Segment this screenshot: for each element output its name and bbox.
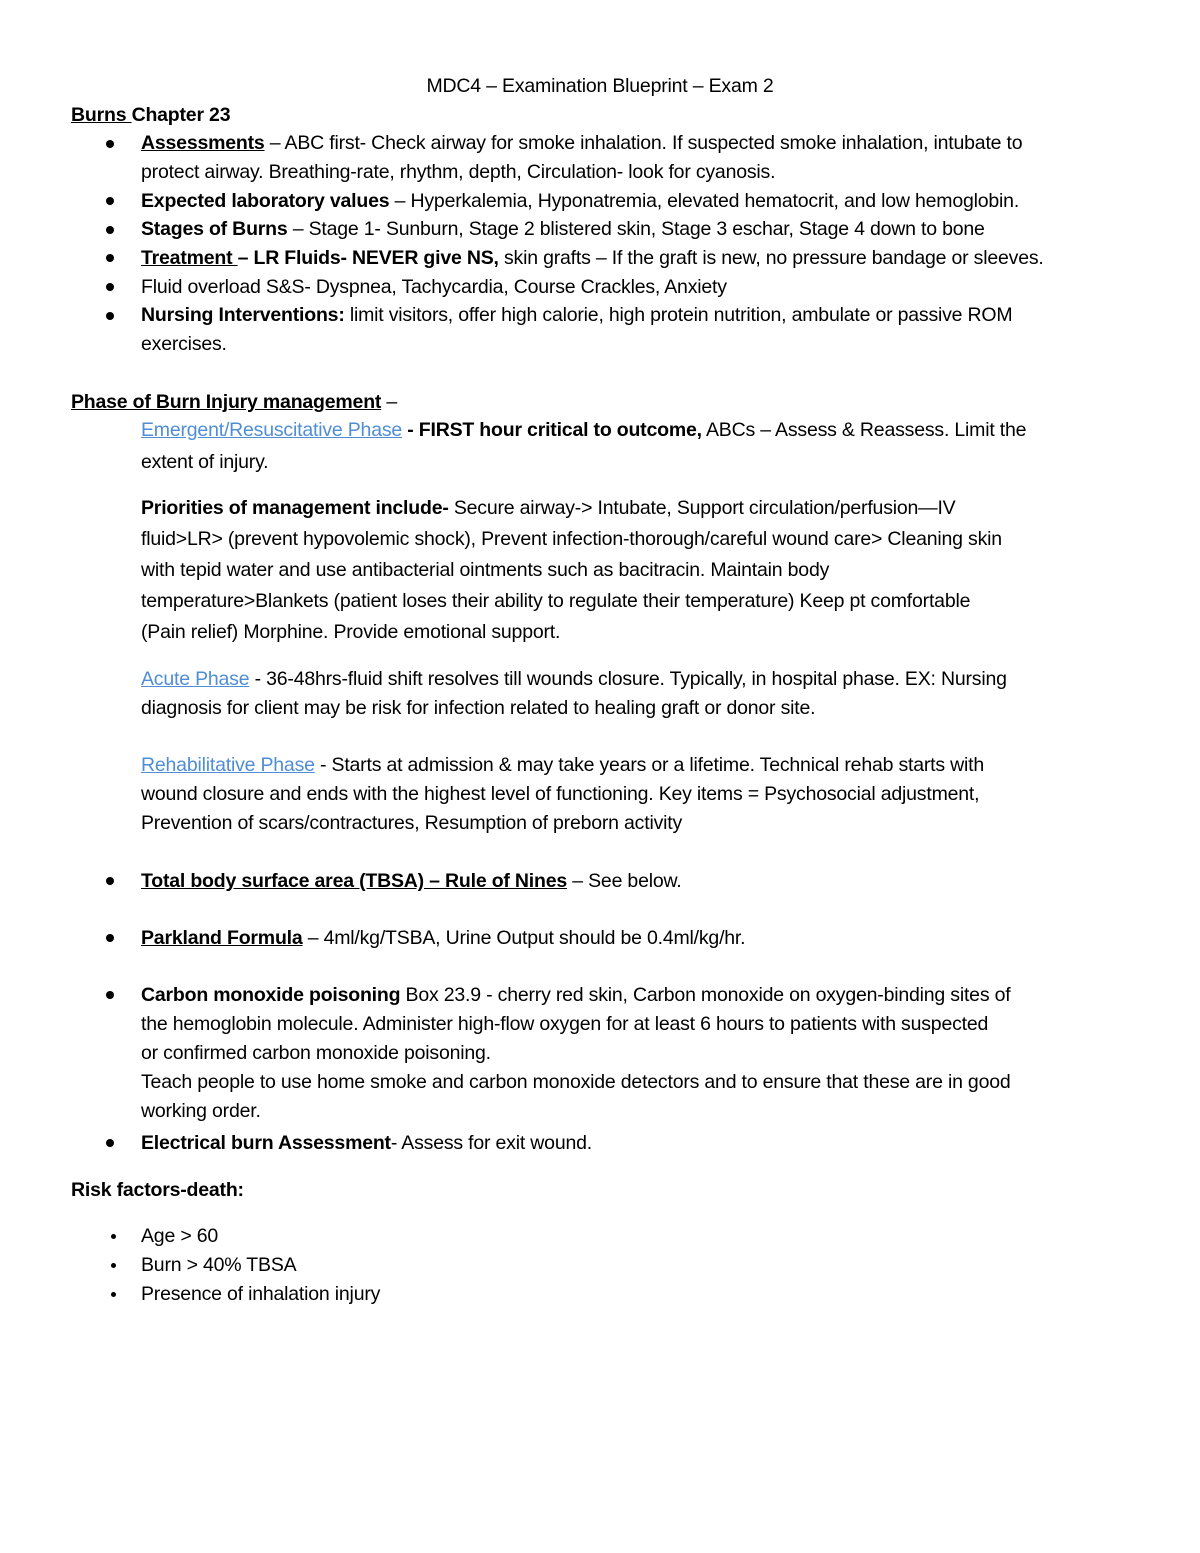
- tbsa-item: [141, 867, 682, 895]
- bullet-icon: [106, 877, 114, 885]
- treatment-item: [141, 244, 1044, 272]
- priorities-text-cont: fluid>LR> (prevent hypovolemic shock), Prevent infection-thorough/careful wound care> Cleaning skin: [141, 528, 1002, 550]
- risk-factors-label: Risk factors-death:: [71, 1179, 244, 1201]
- bullet-icon: [106, 254, 114, 262]
- burns-heading: [71, 101, 230, 129]
- nursing-interventions-text: limit visitors, offer high calorie, high protein nutrition, ambulate or passive ROM: [344, 304, 1013, 326]
- co-poisoning-text-cont: or confirmed carbon monoxide poisoning.: [141, 1042, 491, 1064]
- co-poisoning-label: Carbon monoxide poisoning: [141, 984, 401, 1006]
- emergent-bold-text: - FIRST hour critical to outcome,: [402, 419, 702, 441]
- bullet-icon: [106, 991, 114, 999]
- rehab-phase-item: [141, 751, 984, 779]
- stages-item: [141, 215, 985, 243]
- parkland-text: – 4ml/kg/TSBA, Urine Output should be 0.4ml/kg/hr.: [302, 927, 746, 949]
- priorities-text-cont: with tepid water and use antibacterial ointments such as bacitracin. Maintain body: [141, 559, 830, 581]
- tbsa-label: Total body surface area (TBSA) – Rule of Nines: [141, 870, 568, 892]
- bullet-icon: [106, 1139, 114, 1147]
- stages-text: – Stage 1- Sunburn, Stage 2 blistered skin, Stage 3 eschar, Stage 4 down to bone: [287, 218, 985, 240]
- priorities-label: Priorities of management include-: [141, 497, 449, 519]
- treatment-text: skin grafts – If the graft is new, no pressure bandage or sleeves.: [498, 247, 1044, 269]
- rehab-text-cont: Prevention of scars/contractures, Resumption of preborn activity: [141, 812, 683, 834]
- risk-item: Presence of inhalation injury: [141, 1283, 381, 1305]
- electrical-burn-text: - Assess for exit wound.: [390, 1132, 592, 1154]
- lab-values-item: [141, 187, 1019, 215]
- treatment-bold-text: – LR Fluids- NEVER give NS,: [237, 247, 499, 269]
- emergent-text-cont: extent of injury.: [141, 451, 269, 473]
- parkland-label: Parkland Formula: [141, 927, 303, 949]
- rehab-text: - Starts at admission & may take years or a lifetime. Technical rehab starts with: [314, 754, 985, 776]
- burns-heading-chapter: Chapter 23: [131, 104, 231, 126]
- lab-values-text: – Hyperkalemia, Hyponatremia, elevated hematocrit, and low hemoglobin.: [389, 190, 1020, 212]
- priorities-item: [141, 494, 956, 522]
- treatment-label: Treatment: [141, 247, 238, 269]
- phase-heading-dash: –: [381, 391, 398, 413]
- bullet-icon: [106, 226, 114, 234]
- bullet-icon: [106, 312, 114, 320]
- emergent-phase-item: [141, 416, 1026, 444]
- phase-heading-label: Phase of Burn Injury management: [71, 391, 382, 413]
- phase-heading: [71, 388, 397, 416]
- assessments-label: Assessments: [141, 132, 265, 154]
- electrical-burn-label: Electrical burn Assessment: [141, 1132, 391, 1154]
- fluid-overload-item: Fluid overload S&S- Dyspnea, Tachycardia, Course Crackles, Anxiety: [141, 276, 727, 298]
- assessments-text: – ABC first- Check airway for smoke inhalation. If suspected smoke inhalation, intubate to: [264, 132, 1023, 154]
- bullet-icon: [106, 197, 114, 205]
- tbsa-text: – See below.: [567, 870, 682, 892]
- bullet-icon: [106, 140, 114, 148]
- assessments-text-cont: protect airway. Breathing-rate, rhythm, depth, Circulation- look for cyanosis.: [141, 161, 776, 183]
- risk-item: Burn > 40% TBSA: [141, 1254, 297, 1276]
- priorities-text-cont: temperature>Blankets (patient loses their ability to regulate their temperature) Keep pt comfortable: [141, 590, 971, 612]
- co-poisoning-text-cont: the hemoglobin molecule. Administer high-flow oxygen for at least 6 hours to patients with suspected: [141, 1013, 989, 1035]
- stages-label: Stages of Burns: [141, 218, 288, 240]
- acute-phase-item: [141, 665, 1007, 693]
- co-poisoning-text: Box 23.9 - cherry red skin, Carbon monoxide on oxygen-binding sites of: [400, 984, 1011, 1006]
- acute-text: - 36-48hrs-fluid shift resolves till wounds closure. Typically, in hospital phase. EX: Nursing: [249, 668, 1007, 690]
- emergent-phase-link[interactable]: Emergent/Resuscitative Phase: [141, 419, 403, 441]
- bullet-icon: [111, 1292, 116, 1297]
- rehab-phase-link[interactable]: Rehabilitative Phase: [141, 754, 315, 776]
- lab-values-label: Expected laboratory values: [141, 190, 390, 212]
- nursing-interventions-label: Nursing Interventions:: [141, 304, 345, 326]
- rehab-text-cont: wound closure and ends with the highest level of functioning. Key items = Psychosocial adjustment,: [141, 783, 980, 805]
- bullet-icon: [106, 934, 114, 942]
- co-poisoning-text-cont: Teach people to use home smoke and carbon monoxide detectors and to ensure that these are in good: [141, 1071, 1011, 1093]
- parkland-item: [141, 924, 745, 952]
- acute-text-cont: diagnosis for client may be risk for infection related to healing graft or donor site.: [141, 697, 816, 719]
- acute-phase-link[interactable]: Acute Phase: [141, 668, 250, 690]
- document-title: MDC4 – Examination Blueprint – Exam 2: [426, 75, 774, 97]
- burns-heading-word: Burns: [71, 104, 132, 126]
- bullet-icon: [111, 1234, 116, 1239]
- bullet-icon: [111, 1263, 116, 1268]
- electrical-burn-item: [141, 1129, 592, 1157]
- emergent-text: ABCs – Assess & Reassess. Limit the: [701, 419, 1027, 441]
- assessments-item: [141, 129, 1022, 157]
- priorities-text-cont: (Pain relief) Morphine. Provide emotional support.: [141, 621, 561, 643]
- nursing-interventions-item: [141, 301, 1012, 329]
- co-poisoning-text-cont: working order.: [141, 1100, 261, 1122]
- nursing-interventions-cont: exercises.: [141, 333, 227, 355]
- risk-item: Age > 60: [141, 1225, 219, 1247]
- priorities-text: Secure airway-> Intubate, Support circulation/perfusion—IV: [448, 497, 956, 519]
- risk-factors-heading: [71, 1176, 244, 1204]
- bullet-icon: [106, 283, 114, 291]
- co-poisoning-item: [141, 981, 1010, 1009]
